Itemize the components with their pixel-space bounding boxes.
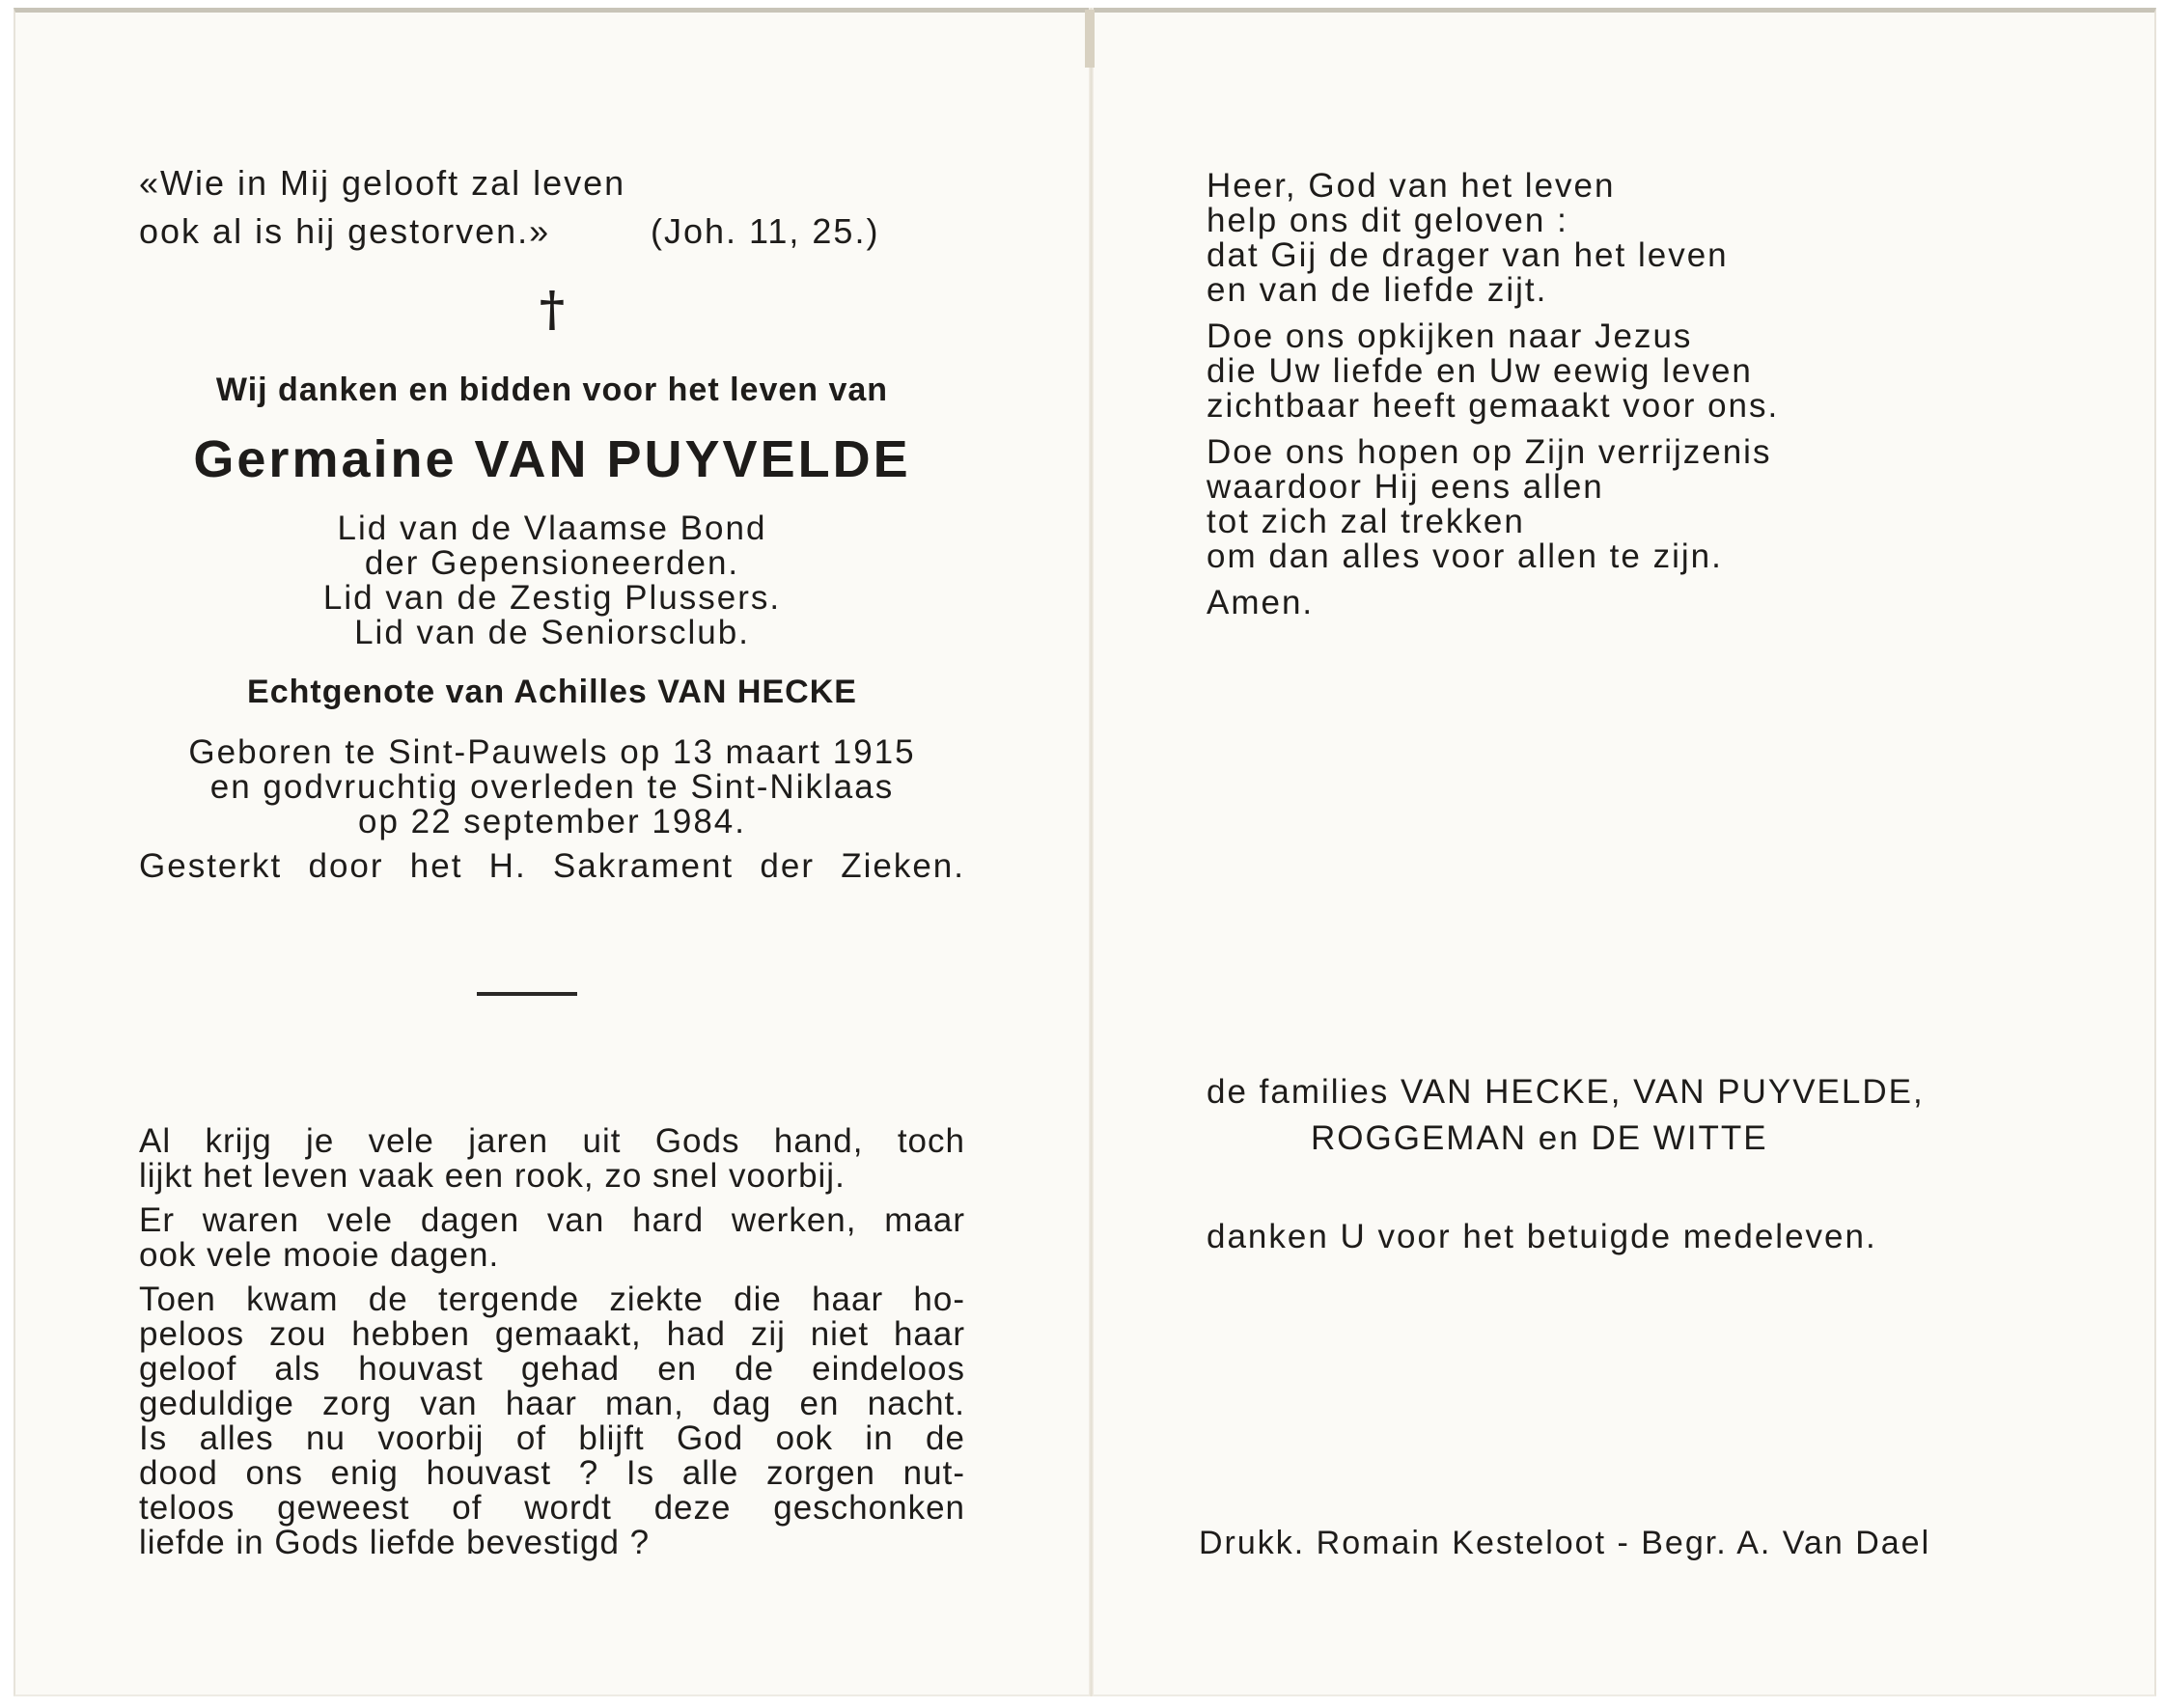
thanks-line: danken U voor het betuigde medeleven. bbox=[1207, 1218, 1877, 1255]
prayer-line: tot zich zal trekken bbox=[1207, 503, 1525, 540]
reflection-line: Toen kwam de tergende ziekte die haar ho- bbox=[139, 1281, 965, 1318]
reflection-line: peloos zou hebben gemaakt, had zij niet haar bbox=[139, 1315, 965, 1353]
prayer-stanza bbox=[1207, 319, 2037, 424]
quote-line: ook al is hij gestorven.» bbox=[139, 211, 551, 251]
prayer-line: die Uw liefde en Uw eewig leven bbox=[1207, 352, 1753, 390]
prayer-line: help ons dit geloven : bbox=[1207, 202, 1568, 239]
reflection-line: dood ons enig houvast ? Is alle zorgen nut- bbox=[139, 1454, 965, 1492]
cross-icon: † bbox=[539, 280, 566, 337]
prayer-stanza bbox=[1207, 586, 2037, 620]
reflection-paragraph bbox=[139, 1203, 965, 1273]
families bbox=[1207, 1069, 2037, 1162]
prayer-line: en van de liefde zijt. bbox=[1207, 271, 1548, 309]
bible-quote bbox=[139, 159, 625, 256]
reflection-line: Al krijg je vele jaren uit Gods hand, toch bbox=[139, 1122, 965, 1160]
prayer-line: zichtbaar heeft gemaakt voor ons. bbox=[1207, 387, 1780, 425]
reflection-line: geduldige zorg van haar man, dag en nacht. bbox=[139, 1385, 965, 1422]
reflection-text bbox=[139, 1124, 965, 1570]
reflection-line: Er waren vele dagen van hard werken, maar bbox=[139, 1201, 965, 1239]
prayer-stanza bbox=[1207, 435, 2037, 574]
deceased-name: Germaine VAN PUYVELDE bbox=[193, 430, 911, 488]
prayer-line: dat Gij de drager van het leven bbox=[1207, 236, 1729, 274]
quote-reference: (Joh. 11, 25.) bbox=[651, 211, 880, 251]
reflection-line: liefde in Gods liefde bevestigd ? bbox=[139, 1524, 651, 1561]
reflection-line: lijkt het leven vaak een rook, zo snel voorbij. bbox=[139, 1157, 846, 1195]
families-line: ROGGEMAN en DE WITTE bbox=[1311, 1119, 1768, 1157]
membership-line: Lid van de Zestig Plussers. bbox=[322, 579, 782, 617]
printer-credit: Drukk. Romain Kesteloot - Begr. A. Van Dael bbox=[1199, 1525, 1931, 1561]
prayer-line: Doe ons opkijken naar Jezus bbox=[1207, 317, 1693, 355]
reflection-line: geloof als houvast gehad en de eindeloos bbox=[139, 1350, 965, 1388]
prayer bbox=[1207, 169, 2037, 632]
membership-line: Lid van de Vlaamse Bond bbox=[337, 510, 767, 547]
birth-death-info bbox=[139, 735, 965, 840]
membership-line: Lid van de Seniorsclub. bbox=[354, 614, 750, 651]
sacrament-line: Gesterkt door het H. Sakrament der Zieken. bbox=[139, 847, 965, 885]
card-fold bbox=[1089, 8, 1094, 1696]
birth-line: Geboren te Sint-Pauwels op 13 maart 1915 bbox=[188, 733, 916, 771]
intro-text: Wij danken en bidden voor het leven van bbox=[215, 372, 889, 408]
memberships bbox=[139, 511, 965, 650]
divider bbox=[477, 992, 577, 996]
quote-line: «Wie in Mij gelooft zal leven bbox=[139, 163, 626, 203]
death-date-line: op 22 september 1984. bbox=[358, 803, 746, 840]
fold-crease-mark bbox=[1085, 10, 1095, 68]
reflection-line: ook vele mooie dagen. bbox=[139, 1236, 500, 1274]
prayer-amen: Amen. bbox=[1207, 584, 1315, 621]
reflection-paragraph bbox=[139, 1282, 965, 1560]
prayer-line: om dan alles voor allen te zijn. bbox=[1207, 537, 1723, 575]
death-line: en godvruchtig overleden te Sint-Niklaas bbox=[209, 768, 895, 806]
prayer-line: waardoor Hij eens allen bbox=[1207, 468, 1604, 506]
reflection-line: Is alles nu voorbij of blijft God ook in de bbox=[139, 1419, 965, 1457]
reflection-paragraph bbox=[139, 1124, 965, 1194]
reflection-line: teloos geweest of wordt deze geschonken bbox=[139, 1489, 965, 1527]
prayer-line: Doe ons hopen op Zijn verrijzenis bbox=[1207, 433, 1772, 471]
prayer-stanza bbox=[1207, 169, 2037, 308]
spouse-line: Echtgenote van Achilles VAN HECKE bbox=[247, 674, 857, 710]
membership-line: der Gepensioneerden. bbox=[364, 544, 740, 582]
prayer-line: Heer, God van het leven bbox=[1207, 167, 1616, 205]
families-line: de families VAN HECKE, VAN PUYVELDE, bbox=[1207, 1073, 1925, 1111]
